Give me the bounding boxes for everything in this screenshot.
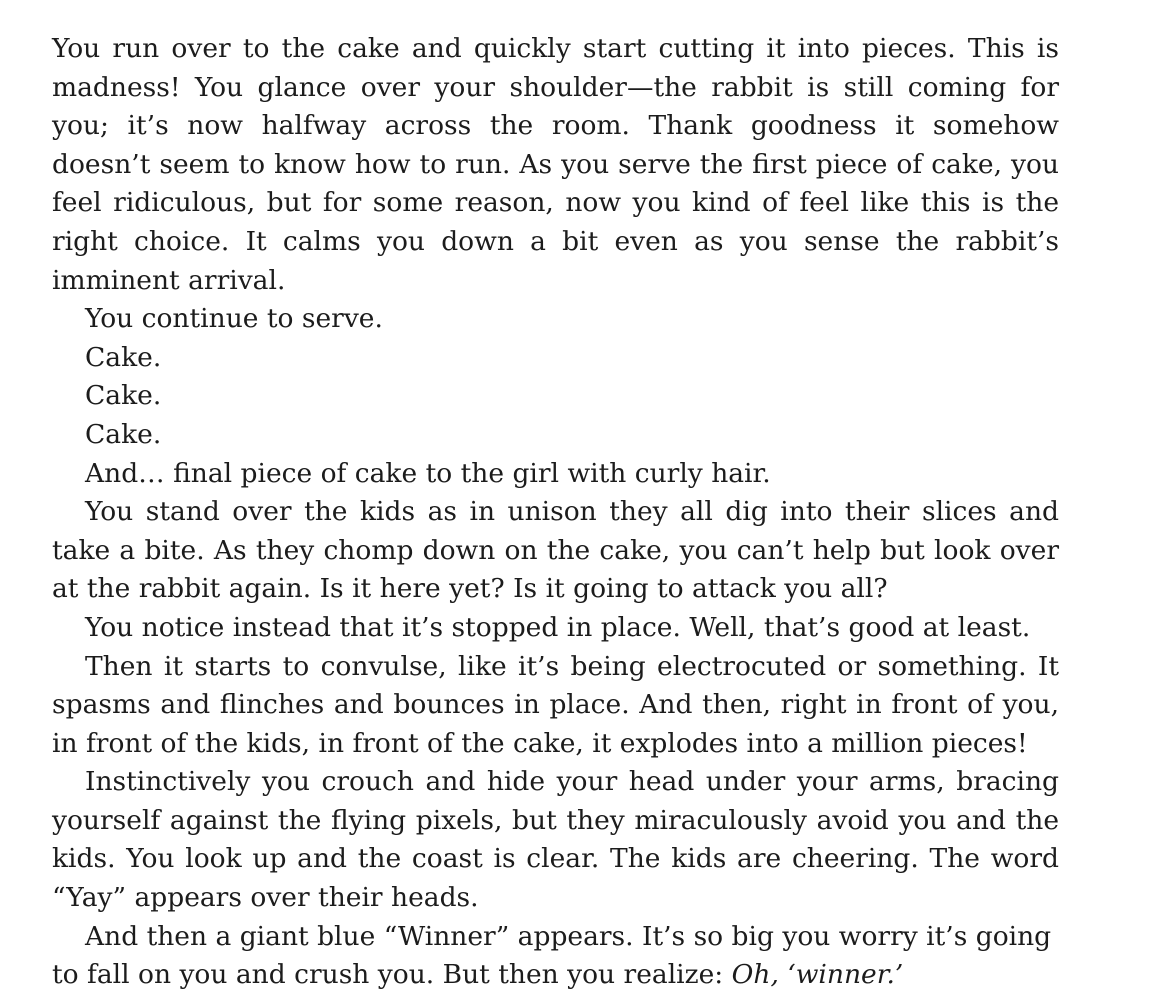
paragraph-final-piece: And… final piece of cake to the girl with curly hair.: [85, 457, 771, 489]
paragraph-winner: [52, 918, 1059, 995]
paragraph-crouch: Instinctively you crouch and hide your head under your arms, bracing yourself against the flying pixels, but they miraculously avoid you and the kids. You look up and the coast is clear. The kids are cheering. The word “Yay” appears over their heads.: [52, 766, 1059, 914]
paragraph-cake-1: Cake.: [85, 341, 162, 373]
paragraph-winner-italic: Oh, ‘winner.’: [731, 959, 904, 991]
paragraph-cake-cutting: You run over to the cake and quickly start cutting it into pieces. This is madness! You glance over your shoulder—the rabbit is still coming for you; it’s now halfway across the room. Thank goodness it somehow doesn’t seem to know how to run. As you serve the first piece of cake, you feel ridiculous, but for some reason, now you kind of feel like this is the right choice. It calms you down a bit even as you sense the rabbit’s imminent arrival.: [52, 33, 1059, 296]
paragraph-cake-2: Cake.: [85, 380, 162, 412]
paragraph-kids-bite: You stand over the kids as in unison they all dig into their slices and take a bite. As they chomp down on the cake, you can’t help but look over at the rabbit again. Is it here yet? Is it going to attack you all?: [52, 496, 1059, 605]
paragraph-continue-serve: You continue to serve.: [85, 303, 383, 335]
paragraph-rabbit-explodes: Then it starts to convulse, like it’s being electrocuted or something. It spasms and flinches and bounces in place. And then, right in front of you, in front of the kids, in front of the cake, it explodes into a million pieces!: [52, 650, 1059, 759]
paragraph-rabbit-stopped: You notice instead that it’s stopped in place. Well, that’s good at least.: [85, 611, 1031, 643]
paragraph-cake-3: Cake.: [85, 418, 162, 450]
paragraph-winner-text: And then a giant blue “Winner” appears. It’s so big you worry it’s going to fall on you and crush you. But then you realize:: [52, 920, 1052, 991]
